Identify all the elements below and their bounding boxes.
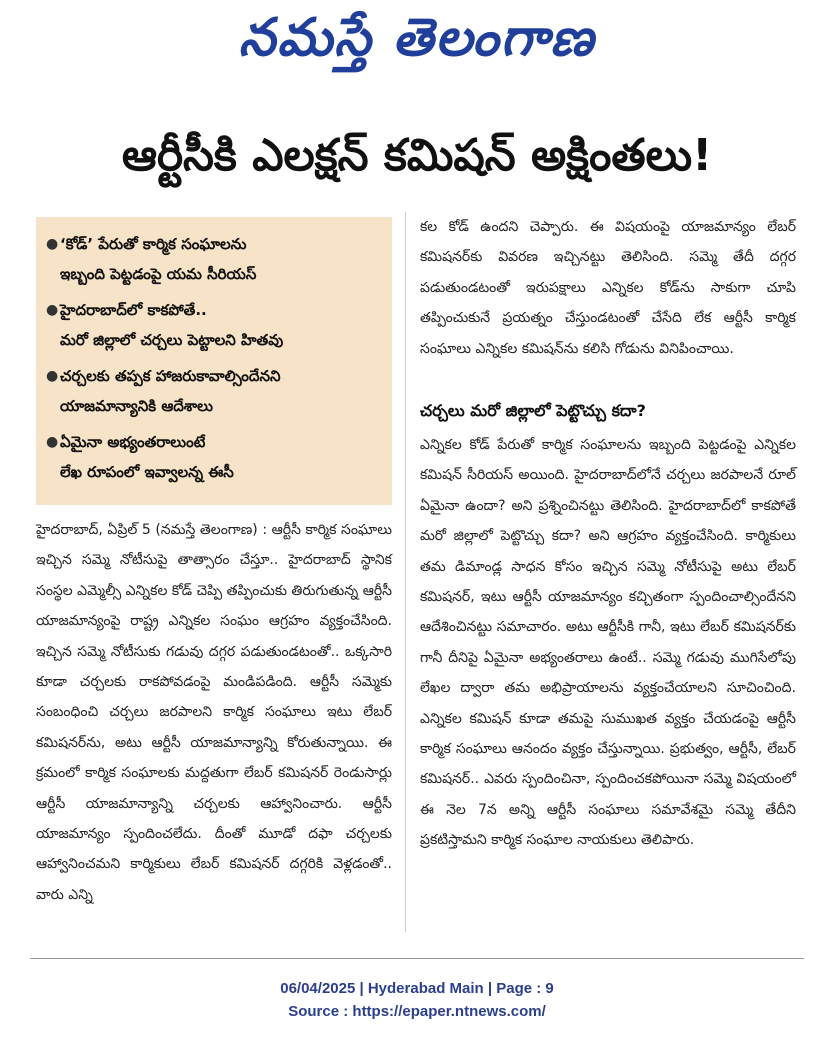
body-paragraph: హైదరాబాద్, ఏప్రిల్ 5 (నమస్తే తెలంగాణ) : ఆర్టీసీ కార్మిక సంఘాలు ఇచ్చిన సమ్మె నోటీసుపై తాత్సారం చేస్తూ.. హైదరాబాద్ స్థానిక సంస్థల ఎమ్మెల్సీ ఎన్నికల కోడ్ చెప్పి తప్పించుకు తిరుగుతున్న ఆర్టీసీ యాజమాన్యంపై రాష్ట్ర ఎన్నికల సంఘం ఆగ్రహం వ్యక్తంచేసింది. ఇచ్చిన సమ్మె నోటీసుకు గడువు దగ్గర పడుతుండటంతో.. ఒక్కసారి కూడా చర్చలకు రాకపోవడంపై మండిపడింది. ఆర్టీసీ సమ్మెకు సంబంధించి చర్చలు జరపాలని కార్మిక సంఘాలు ఇటు లేబర్ కమిషనర్‌ను, అటు ఆర్టీసీ యాజమాన్యాన్ని కోరుతున్నాయి. ఈ క్రమంలో కార్మిక సంఘాలకు మద్దతుగా లేబర్ కమిషనర్ రెండుసార్లు ఆర్టీసీ యాజమాన్యాన్ని చర్చలకు ఆహ్వానించారు. ఆర్టీసీ యాజమాన్యం స్పందించలేదు. దీంతో మూడో దఫా చర్చలకు ఆహ్వానించమని కార్మికులు లేబర్ కమిషనర్ దగ్గరికి వెళ్లడంతో.. వారు ఎన్ని (36, 522, 392, 903)
highlight-line: లేఖ రూపంలో ఇవ్వాలన్న ఈసీ (60, 463, 234, 481)
footer-source-link[interactable]: Source : https://epaper.ntnews.com/ (288, 1003, 546, 1020)
highlight-item (46, 295, 382, 355)
footer-edition-info: 06/04/2025 | Hyderabad Main | Page : 9 (280, 980, 554, 997)
highlight-line: మరో జిల్లాలో చర్చలు పెట్టాలని హితవు (60, 331, 284, 349)
highlight-item (46, 229, 382, 289)
article-headline: ఆర్టీసీకి ఎలక్షన్ కమిషన్ అక్షింతలు! (121, 130, 713, 181)
article-body-right-bottom (420, 430, 796, 856)
highlight-line: చర్చలకు తప్పక హాజరుకావాల్సిందేనని (60, 367, 281, 385)
highlight-line: ‘కోడ్’ పేరుతో కార్మిక సంఘాలను (60, 235, 247, 253)
highlight-line: హైదరాబాద్‌లో కాకపోతే.. (60, 301, 207, 319)
bullet-icon: ● (46, 302, 59, 318)
footer-divider (30, 958, 804, 959)
body-paragraph: కల కోడ్ ఉందని చెప్పారు. ఈ విషయంపై యాజమాన్యం లేబర్ కమిషనర్‌కు వివరణ ఇచ్చినట్టు తెలిసింది. సమ్మె తేదీ దగ్గర పడుతుండటంతో ఇరుపక్షాలు ఎన్నికల కోడ్‌ను సాకుగా చూపి తప్పించుకునే ప్రయత్నం చేస్తుండటంతో చేసేది లేక ఆర్టీసీ కార్మిక సంఘాలు ఎన్నికల కమిషన్‌ను కలిసి గోడును వినిపించాయి. (420, 219, 796, 357)
highlight-item (46, 427, 382, 487)
body-paragraph: ఎన్నికల కోడ్ పేరుతో కార్మిక సంఘాలను ఇబ్బంది పెట్టడంపై ఎన్నికల కమిషన్ సీరియస్ అయింది. హైదరాబాద్‌లోనే చర్చలు జరపాలనే రూల్ ఏమైనా ఉందా? అని ప్రశ్నించినట్టు తెలిసింది. హైదరాబాద్‌లో కాకపోతే మరో జిల్లాలో పెట్టొచ్చు కదా? అని ఆగ్రహం వ్యక్తంచేసింది. కార్మికులు తమ డిమాండ్ల సాధన కోసం ఇచ్చిన సమ్మె నోటీసుపై అటు లేబర్ కమిషనర్, ఇటు ఆర్టీసీ యాజమాన్యం కచ్చితంగా స్పందించాల్సిందేనని ఆదేశించినట్టు సమాచారం. అటు ఆర్టీసీకి గానీ, ఇటు లేబర్ కమిషనర్‌కు గానీ దీనిపై ఏమైనా అభ్యంతరాలు ఉంటే.. సమ్మె గడువు ముగిసేలోపు లేఖల ద్వారా తమ అభిప్రాయాలను వ్యక్తంచేయాలని సూచించింది. ఎన్నికల కమిషన్ కూడా తమపై సుముఖత వ్యక్తం చేయడంపై ఆర్టీసీ కార్మిక సంఘాలు ఆనందం వ్యక్తం చేస్తున్నాయి. ప్రభుత్వం, ఆర్టీసీ, లేబర్ కమిషనర్.. ఎవరు స్పందించినా, స్పందించకపోయినా సమ్మె విషయంలో ఈ నెల 7న అన్ని ఆర్టీసీ సంఘాలు సమావేశమై సమ్మె తేదీని ప్రకటిస్తామని కార్మిక సంఘాల నాయకులు తెలిపారు. (420, 437, 796, 849)
bullet-icon: ● (46, 434, 59, 450)
column-divider (405, 212, 406, 932)
article-body-left (36, 515, 392, 935)
article-body-right-top (420, 212, 796, 364)
highlight-line: ఇబ్బంది పెట్టడంపై యమ సీరియస్ (60, 265, 257, 283)
highlights-box (36, 217, 392, 505)
newspaper-masthead: నమస్తే తెలంగాణ (238, 7, 596, 68)
bullet-icon: ● (46, 368, 59, 384)
article-subheading: చర్చలు మరో జిల్లాలో పెట్టొచ్చు కదా? (420, 401, 646, 420)
highlight-item (46, 361, 382, 421)
highlight-line: ఏమైనా అభ్యంతరాలుంటే (60, 433, 206, 451)
bullet-icon: ● (46, 236, 59, 252)
highlight-line: యాజమాన్యానికి ఆదేశాలు (60, 397, 213, 415)
